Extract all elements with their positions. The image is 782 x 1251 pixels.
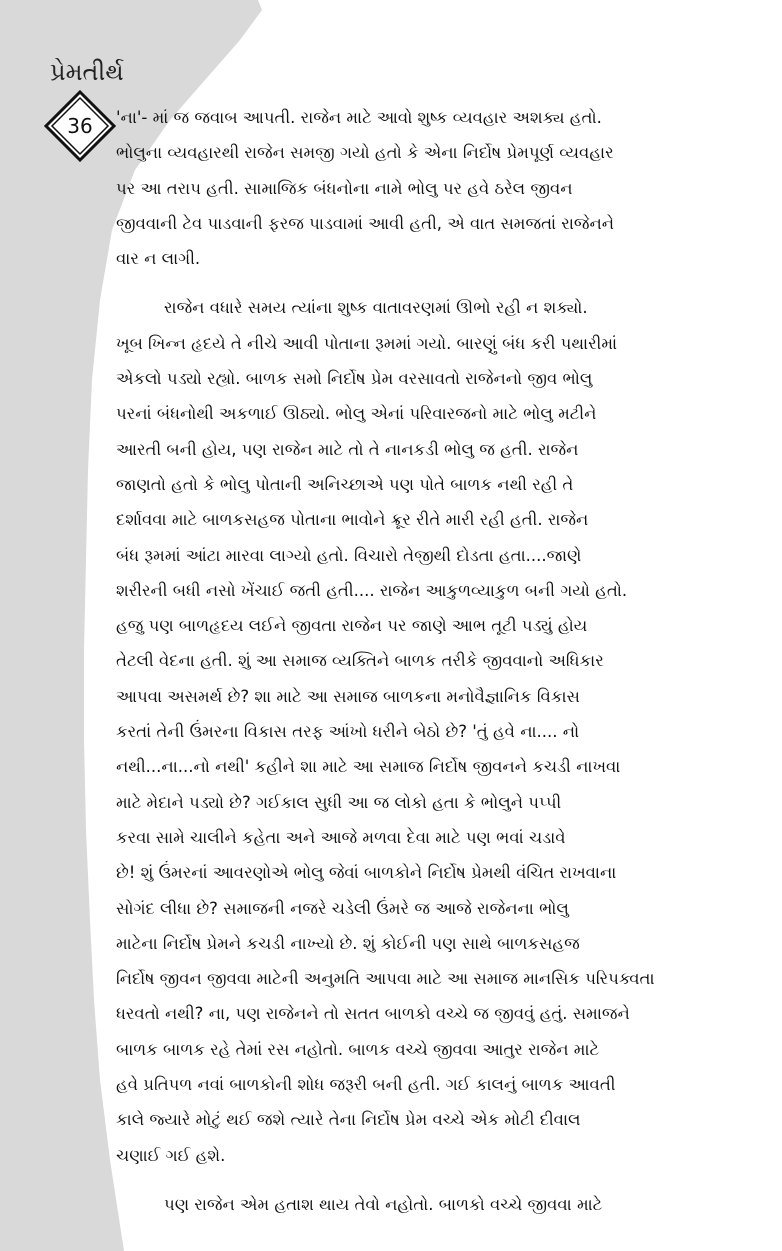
paragraph: રાજેન વધારે સમય ત્યાંના શુષ્ક વાતાવરણમાં ઊભો રહી ન શક્યો. ખૂબ ખિન્ન હૃદયે તે નીચે આવી પોતાના રૂમમાં ગયો. બારણું બંધ કરી પથારીમાં એકલો પડ્યો રહ્યો. બાળક સમો નિર્દોષ પ્રેમ વરસાવતો રાજેનનો જીવ ભોલુ પરનાં બંધનોથી અકળાઈ ઊઠ્યો. ભોલુ એનાં પરિવારજનો માટે ભોલુ મટીને આરતી બની હોય, પણ રાજેન માટે તો તે નાનકડી ભોલુ જ હતી. રાજેન જાણતો હતો કે ભોલુ પોતાની અનિચ્છાએ પણ પોતે બાળક નથી રહી તે દર્શાવવા માટે બાળકસહજ પોતાના ભાવોને ક્રૂર રીતે મારી રહી હતી. રાજેન બંધ રૂમમાં આંટા મારવા લાગ્યો હતો. વિચારો તેજીથી દોડતા હતા....જાણે શરીરની બધી નસો ખેંચાઈ જતી હતી.... રાજેન આકુળવ્યાકુળ બની ગયો હતો. હજુ પણ બાળહૃદય લઈને જીવતા રાજેન પર જાણે આભ તૂટી પડ્યું હોય તેટલી વેદના હતી. શું આ સમાજ વ્યક્તિને બાળક તરીકે જીવવાનો અધિકાર આપવા અસમર્થ છે? શા માટે આ સમાજ બાળકના મનોવૈજ્ઞાનિક વિકાસ કરતાં તેની ઉંમરના વિકાસ તરફ આંખો ધરીને બેઠો છે? 'તું હવે ના.... નો નથી...ના...નો નથી' કહીને શા માટે આ સમાજ નિર્દોષ જીવનને કચડી નાખવા માટે મેદાને પડ્યો છે? ગઈકાલ સુધી આ જ લોકો હતા કે ભોલુને પપ્પી કરવા સામે ચાલીને કહેતા અને આજે મળવા દેવા માટે પણ ભવાં ચડાવે છે! શું ઉંમરનાં આવરણોએ ભોલુ જેવાં બાળકોને નિર્દોષ પ્રેમથી વંચિત રાખવાના સોગંદ લીધા છે? સમાજની નજરે ચડેલી ઉંમરે જ આજે રાજેનના ભોલુ માટેના નિર્દોષ પ્રેમને કચડી નાખ્યો છે. શું કોઈની પણ સાથે બાળકસહજ નિર્દોષ જીવન જીવવા માટેની અનુમતિ આપવા માટે આ સમાજ માનસિક પરિપક્વતા ધરવતો નથી? ના, પણ રાજેનને તો સતત બાળકો વચ્ચે જ જીવવું હતું. સમાજને બાળક બાળક રહે તેમાં રસ નહોતો. બાળક વચ્ચે જીવવા આતુર રાજેન માટે હવે પ્રતિપળ નવાં બાળકોની શોધ જરૂરી બની હતી. ગઈ કાલનું બાળક આવતી કાલે જ્યારે મોટું થઈ જશે ત્યારે તેના નિર્દોષ પ્રેમ વચ્ચે એક મોટી દીવાલ ચણાઈ ગઈ હશે. xyxy=(116,298,655,1165)
running-head: પ્રેમતીર્થ xyxy=(50,58,124,86)
page-number: 36 xyxy=(67,114,93,138)
paragraph: 'ના'- માં જ જવાબ આપતી. રાજેન માટે આવો શુષ્ક વ્યવહાર અશક્ય હતો. ભોલુના વ્યવહારથી રાજેન સમજી ગયો હતો કે એના નિર્દોષ પ્રેમપૂર્ણ વ્યવહાર પર આ તરાપ હતી. સામાજિક બંધનોના નામે ભોલુ પર હવે ઠરેલ જીવન જીવવાની ટેવ પાડવાની ફરજ પાડવામાં આવી હતી, એ વાત સમજતાં રાજેનને વાર ન લાગી. xyxy=(116,108,615,269)
paragraph: પણ રાજેન એમ હતાશ થાય તેવો નહોતો. બાળકો વચ્ચે જીવવા માટે xyxy=(164,1194,603,1214)
body-text xyxy=(116,100,730,1222)
